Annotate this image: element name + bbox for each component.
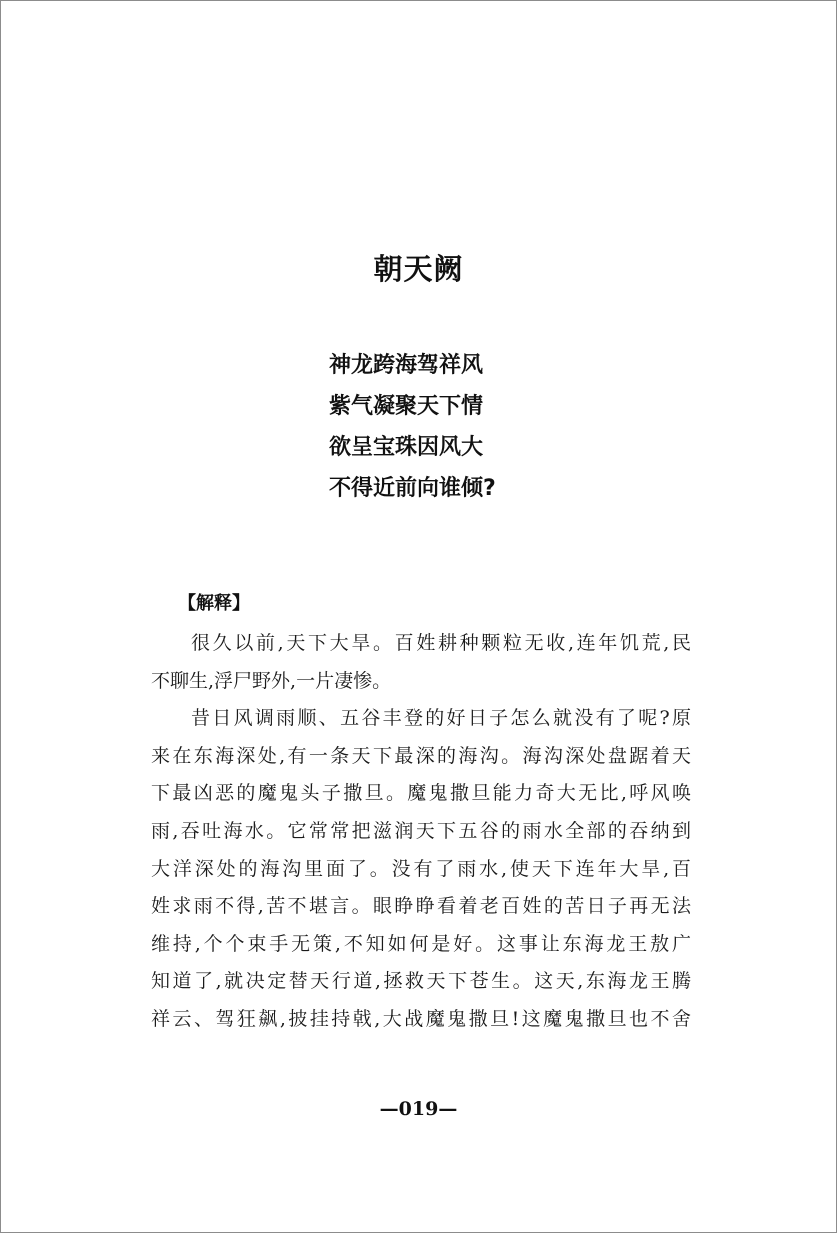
paragraph-line: 雨,吞吐海水。它常常把滋润天下五谷的雨水全部的吞纳到 [151, 819, 691, 842]
paragraph-line: 不聊生,浮尸野外,一片凄惨。 [151, 669, 392, 692]
paragraph-line: 姓求雨不得,苦不堪言。眼睁睁看着老百姓的苦日子再无法 [151, 895, 691, 918]
poem-line: 不得近前向谁倾? [329, 476, 496, 501]
paragraph-line: 祥云、驾狂飙,披挂持戟,大战魔鬼撒旦!这魔鬼撒旦也不舍 [151, 1007, 691, 1030]
chapter-title: 朝天阙 [373, 252, 464, 286]
paragraph-line: 昔日风调雨顺、五谷丰登的好日子怎么就没有了呢?原 [191, 707, 691, 730]
explanation-body [151, 625, 691, 1039]
page-number: —019— [379, 1098, 458, 1120]
poem [329, 345, 629, 509]
poem-line: 欲呈宝珠因风大 [329, 435, 484, 460]
poem-line: 紫气凝聚天下情 [329, 394, 484, 419]
poem-line: 神龙跨海驾祥风 [329, 353, 484, 378]
paragraph-line: 很久以前,天下大旱。百姓耕种颗粒无收,连年饥荒,民 [191, 632, 691, 654]
paragraph-line: 知道了,就决定替天行道,拯救天下苍生。这天,东海龙王腾 [151, 970, 691, 993]
paragraph-line: 下最凶恶的魔鬼头子撒旦。魔鬼撒旦能力奇大无比,呼风唤 [151, 782, 691, 805]
explanation-heading: 【解释】 [178, 593, 250, 614]
paragraph-line: 大洋深处的海沟里面了。没有了雨水,使天下连年大旱,百 [151, 857, 691, 880]
paragraph-line: 来在东海深处,有一条天下最深的海沟。海沟深处盘踞着天 [151, 744, 691, 767]
paragraph-line: 维持,个个束手无策,不知如何是好。这事让东海龙王敖广 [151, 932, 691, 955]
